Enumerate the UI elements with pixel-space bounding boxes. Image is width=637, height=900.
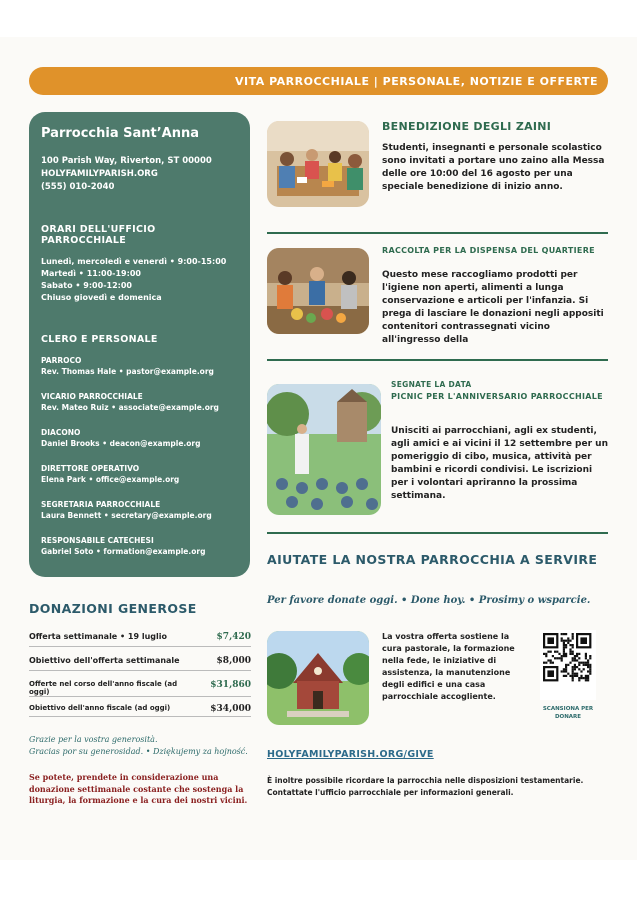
- address: 100 Parish Way, Riverton, ST 00000: [41, 156, 212, 166]
- thanks-line: Grazie per la vostra generosità.: [29, 735, 158, 744]
- donation-label: Obiettivo dell'offerta settimanale: [29, 656, 180, 665]
- donation-value: $34,000: [210, 704, 251, 714]
- food-drive-photo: [267, 248, 369, 334]
- outdoor-mass-photo: [267, 384, 381, 515]
- donation-value: $8,000: [216, 656, 251, 666]
- divider: [267, 359, 608, 361]
- hours-line: Lunedì, mercoledì e venerdì • 9:00-15:00: [41, 257, 227, 266]
- legacy-line: È inoltre possibile ricordare la parrocchia nelle disposizioni testamentarie.: [267, 776, 584, 785]
- section-banner: [29, 67, 608, 95]
- staff-person[interactable]: Gabriel Soto • formation@example.org: [41, 547, 206, 556]
- thanks-note: [29, 734, 248, 758]
- donation-value: $7,420: [216, 632, 251, 642]
- donation-row: [29, 704, 251, 717]
- article-kicker: SEGNATE LA DATA: [391, 380, 472, 389]
- qr-label: SCANSIONA PER DONARE: [542, 706, 594, 720]
- donation-label: Offerta settimanale • 19 luglio: [29, 632, 167, 641]
- donations-heading: DONAZIONI GENEROSE: [29, 601, 197, 616]
- serve-heading: AIUTATE LA NOSTRA PARROCCHIA A SERVIRE: [267, 552, 598, 567]
- qr-code-image: [540, 630, 596, 700]
- staff-role: PARROCO: [41, 356, 82, 365]
- article-title: BENEDIZIONE DEGLI ZAINI: [382, 120, 552, 133]
- staff-role: VICARIO PARROCCHIALE: [41, 392, 143, 401]
- hours-line: Chiuso giovedì e domenica: [41, 293, 162, 302]
- give-link[interactable]: HOLYFAMILYPARISH.ORG/GIVE: [267, 749, 434, 760]
- donation-plea: Se potete, prendete in considerazione una donazione settimanale costante che sostenga la liturgia, la formazione e la cura dei nostri vicini.: [29, 772, 248, 805]
- staff-person[interactable]: Daniel Brooks • deacon@example.org: [41, 439, 201, 448]
- clergy-heading: CLERO E PERSONALE: [41, 334, 158, 345]
- parish-name: Parrocchia Sant’Anna: [41, 126, 200, 141]
- article-body: Questo mese raccogliamo prodotti per l'igiene non aperti, alimenti a lunga conservazione e articoli per l'infanzia. Si prega di lasciare le donazioni negli appositi contenitori contrassegnati vicino all'ingresso della: [382, 270, 604, 345]
- backpack-blessing-photo: [267, 121, 369, 207]
- donation-row: [29, 632, 251, 647]
- staff-person[interactable]: Elena Park • office@example.org: [41, 475, 180, 484]
- staff-person[interactable]: Rev. Mateo Ruiz • associate@example.org: [41, 403, 219, 412]
- staff-role: DIRETTORE OPERATIVO: [41, 464, 140, 473]
- staff-role: SEGRETARIA PARROCCHIALE: [41, 500, 161, 509]
- staff-list: [41, 355, 238, 557]
- serve-subtitle: Per favore donate oggi. • Done hoy. • Prosimy o wsparcie.: [267, 595, 591, 606]
- staff-person[interactable]: Laura Bennett • secretary@example.org: [41, 511, 212, 520]
- donation-label: Obiettivo dell'anno fiscale (ad oggi): [29, 704, 171, 712]
- staff-role: RESPONSABILE CATECHESI: [41, 536, 154, 545]
- article-title: RACCOLTA PER LA DISPENSA DEL QUARTIERE: [382, 246, 595, 255]
- hours-line: Martedì • 11:00-19:00: [41, 269, 141, 278]
- office-hours-heading: ORARI DELL'UFFICIO PARROCCHIALE: [41, 224, 156, 246]
- staff-role: DIACONO: [41, 428, 81, 437]
- donation-label: Offerte nel corso dell'anno fiscale (ad oggi): [29, 680, 178, 696]
- article-body: Studenti, insegnanti e personale scolastico sono invitati a portare uno zaino alla Messa delle ore 10:00 del 16 agosto per una speciale benedizione di inizio anno.: [382, 143, 605, 192]
- article-title: PICNIC PER L'ANNIVERSARIO PARROCCHIALE: [391, 392, 603, 401]
- article-body: Unisciti ai parrocchiani, agli ex studenti, agli amici e ai vicini il 12 settembre per un pomeriggio di cibo, musica, attività per bambini e ricordi condivisi. Le iscrizioni per i volontari apriranno la prossima settimana.: [391, 426, 608, 501]
- donation-row: [29, 680, 251, 697]
- parish-info-sidebar: [29, 112, 250, 577]
- legacy-line: Contattate l'ufficio parrocchiale per informazioni generali.: [267, 787, 514, 797]
- legacy-note: [267, 775, 583, 798]
- staff-person[interactable]: Rev. Thomas Hale • pastor@example.org: [41, 367, 214, 376]
- divider: [267, 232, 608, 234]
- donation-value: $31,860: [210, 680, 251, 690]
- website[interactable]: HOLYFAMILYPARISH.ORG: [41, 169, 158, 179]
- banner-text: VITA PARROCCHIALE | PERSONALE, NOTIZIE E OFFERTE: [235, 74, 598, 88]
- phone[interactable]: (555) 010-2040: [41, 182, 115, 192]
- hours-line: Sabato • 9:00-12:00: [41, 281, 132, 290]
- church-building-photo: [267, 631, 369, 725]
- divider: [267, 532, 608, 534]
- donate-qr-code[interactable]: [540, 630, 596, 702]
- donation-row: [29, 656, 251, 671]
- thanks-line: Gracias por su generosidad. • Dziękujemy za hojność.: [29, 747, 248, 756]
- serve-body: La vostra offerta sostiene la cura pastorale, la formazione nella fede, le iniziative di assistenza, la manutenzione degli edifici e una casa parrocchiale accogliente.: [382, 632, 515, 701]
